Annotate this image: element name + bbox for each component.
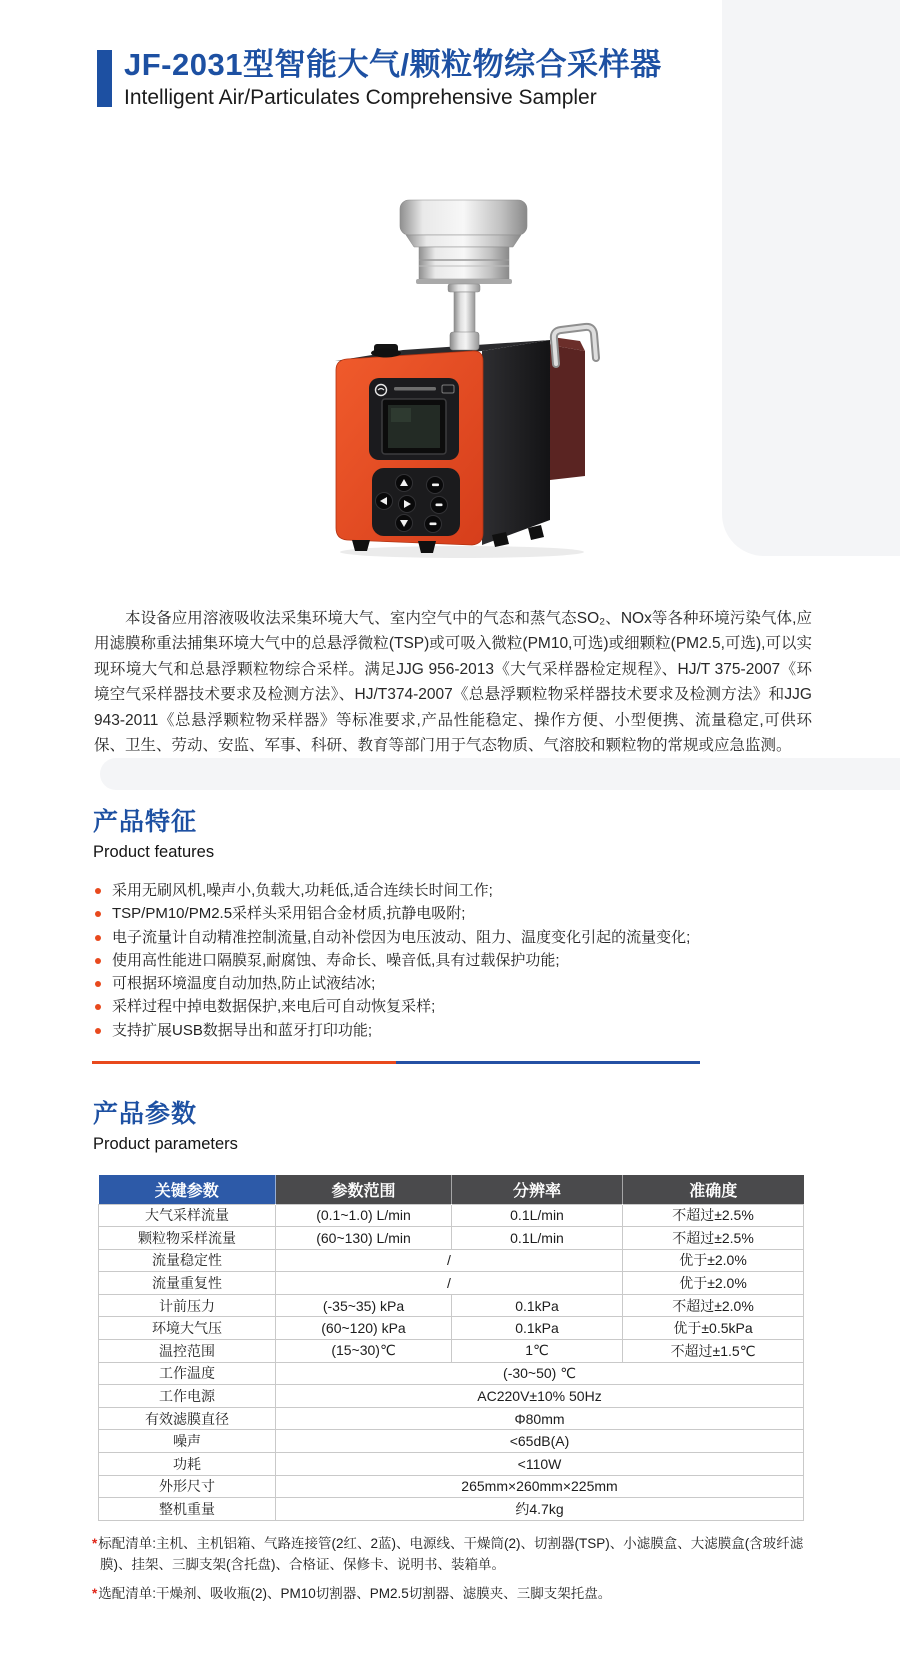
hero-background-shape [722, 0, 900, 556]
feature-item [93, 879, 813, 902]
parameter-name-cell: 计前压力 [99, 1294, 276, 1317]
parameter-value-cell: Φ80mm [276, 1407, 804, 1430]
parameter-value-cell: (-30~50) ℃ [276, 1362, 804, 1385]
table-row [99, 1385, 804, 1408]
parameter-value-cell: / [276, 1249, 623, 1272]
features-heading-zh: 产品特征 [93, 808, 198, 836]
divider-blue-segment [396, 1061, 700, 1064]
parameter-name-cell: 功耗 [99, 1453, 276, 1476]
parameters-table-head [99, 1175, 804, 1204]
column-header: 分辨率 [452, 1175, 623, 1204]
parameters-heading-en: Product parameters [93, 1135, 238, 1153]
parameter-value-cell: (60~130) L/min [276, 1227, 452, 1250]
table-row [99, 1475, 804, 1498]
feature-item [93, 972, 813, 995]
feature-text: 支持扩展USB数据导出和蓝牙打印功能; [112, 1021, 373, 1039]
parameter-name-cell: 流量稳定性 [99, 1249, 276, 1272]
feature-item [93, 995, 813, 1018]
parameters-heading-zh: 产品参数 [93, 1100, 198, 1128]
footnote [92, 1534, 818, 1575]
features-heading-en: Product features [93, 843, 215, 861]
parameter-value-cell: 0.1L/min [452, 1227, 623, 1250]
parameters-table [98, 1175, 804, 1521]
bullet-icon [95, 1004, 101, 1010]
parameter-value-cell: 0.1L/min [452, 1204, 623, 1227]
feature-item [93, 1019, 813, 1042]
bullet-icon [95, 911, 101, 917]
parameter-value-cell: 0.1kPa [452, 1294, 623, 1317]
feature-text: 采样过程中掉电数据保护,来电后可自动恢复采样; [112, 998, 436, 1016]
section-divider [92, 1061, 700, 1064]
table-row [99, 1317, 804, 1340]
parameter-name-cell: 颗粒物采样流量 [99, 1227, 276, 1250]
table-row [99, 1294, 804, 1317]
footnote [92, 1584, 818, 1605]
bullet-icon [95, 935, 101, 941]
parameter-value-cell: 1℃ [452, 1340, 623, 1363]
parameter-value-cell: / [276, 1272, 623, 1295]
parameter-value-cell: 优于±2.0% [623, 1272, 804, 1295]
footnotes [92, 1534, 818, 1605]
page-subtitle: Intelligent Air/Particulates Comprehensive Sampler [124, 86, 597, 109]
bullet-icon [95, 1028, 101, 1034]
feature-text: 采用无刷风机,噪声小,负载大,功耗低,适合连续长时间工作; [112, 882, 493, 899]
table-row [99, 1362, 804, 1385]
parameters-table-body [99, 1204, 804, 1520]
table-row [99, 1498, 804, 1521]
features-list [93, 879, 813, 1042]
feature-text: TSP/PM10/PM2.5采样头采用铝合金材质,抗静电吸附; [112, 905, 466, 923]
table-row [99, 1453, 804, 1476]
parameter-value-cell: 约4.7kg [276, 1498, 804, 1521]
table-row [99, 1430, 804, 1453]
column-header: 参数范围 [276, 1175, 452, 1204]
parameter-name-cell: 流量重复性 [99, 1272, 276, 1295]
footnote-text: 标配清单:主机、主机铝箱、气路连接管(2红、2蓝)、电源线、干燥筒(2)、切割器(TSP)、小滤膜盒、大滤膜盒(含玻纤滤膜)、挂架、三脚支架(含托盘)、合格证、保修卡、说明书、装箱单。 [98, 1536, 804, 1572]
parameter-value-cell: (15~30)℃ [276, 1340, 452, 1363]
features-section [93, 802, 813, 1042]
section-background-band [100, 758, 900, 790]
parameter-name-cell: 外形尺寸 [99, 1475, 276, 1498]
feature-text: 可根据环境温度自动加热,防止试液结冰; [112, 975, 376, 993]
parameter-value-cell: 265mm×260mm×225mm [276, 1475, 804, 1498]
column-header: 关键参数 [99, 1175, 276, 1204]
parameter-value-cell: 0.1kPa [452, 1317, 623, 1340]
asterisk-marker: * [92, 1586, 98, 1601]
bullet-icon [95, 958, 101, 964]
parameter-value-cell: <65dB(A) [276, 1430, 804, 1453]
parameter-value-cell: 不超过±2.0% [623, 1294, 804, 1317]
table-row [99, 1272, 804, 1295]
parameter-value-cell: 不超过±2.5% [623, 1204, 804, 1227]
product-image [322, 168, 602, 560]
table-row [99, 1204, 804, 1227]
page-title: JF-2031型智能大气/颗粒物综合采样器 [124, 47, 662, 82]
feature-item [93, 902, 813, 925]
parameter-name-cell: 工作温度 [99, 1362, 276, 1385]
bullet-icon [95, 888, 101, 894]
table-row [99, 1407, 804, 1430]
page-header [97, 46, 662, 110]
header-row [99, 1175, 804, 1204]
parameter-value-cell: <110W [276, 1453, 804, 1476]
feature-text: 使用高性能进口隔膜泵,耐腐蚀、寿命长、噪音低,具有过载保护功能; [112, 951, 560, 969]
parameter-name-cell: 工作电源 [99, 1385, 276, 1408]
parameter-name-cell: 有效滤膜直径 [99, 1407, 276, 1430]
parameter-value-cell: 优于±0.5kPa [623, 1317, 804, 1340]
feature-item [93, 926, 813, 949]
parameter-name-cell: 大气采样流量 [99, 1204, 276, 1227]
parameter-name-cell: 环境大气压 [99, 1317, 276, 1340]
parameter-value-cell: 不超过±2.5% [623, 1227, 804, 1250]
table-row [99, 1340, 804, 1363]
parameter-name-cell: 噪声 [99, 1430, 276, 1453]
parameter-name-cell: 温控范围 [99, 1340, 276, 1363]
parameter-value-cell: (0.1~1.0) L/min [276, 1204, 452, 1227]
column-header: 准确度 [623, 1175, 804, 1204]
table-row [99, 1249, 804, 1272]
parameter-value-cell: 优于±2.0% [623, 1249, 804, 1272]
sampler-device-illustration [322, 168, 602, 560]
footnote-text: 选配清单:干燥剂、吸收瓶(2)、PM10切割器、PM2.5切割器、滤膜夹、三脚支架托盘。 [98, 1586, 612, 1601]
product-description: 本设备应用溶液吸收法采集环境大气、室内空气中的气态和蒸气态SO₂、NOx等各种环境污染气体,应用滤膜称重法捕集环境大气中的总悬浮微粒(TSP)或可吸入微粒(PM10,可选)或细颗粒(PM2.5,可选),可以实现环境大气和总悬浮颗粒物综合采样。满足JJG 956-2013《大气采样器检定规程》、HJ/T 375-2007《环境空气采样器技术要求及检测方法》、HJ/T374-2007《总悬浮颗粒物采样器技术要求及检测方法》和JJG 943-2011《总悬浮颗粒物采样器》等标准要求,产品性能稳定、操作方便、小型便携、流量稳定,可供环保、卫生、劳动、安监、军事、科研、教育等部门用于气态物质、气溶胶和颗粒物的常规或应急监测。 [94, 610, 812, 755]
parameter-value-cell: 不超过±1.5℃ [623, 1340, 804, 1363]
feature-text: 电子流量计自动精准控制流量,自动补偿因为电压波动、阻力、温度变化引起的流量变化; [112, 928, 691, 946]
bullet-icon [95, 981, 101, 987]
title-accent-bar [97, 50, 112, 107]
parameter-value-cell: (-35~35) kPa [276, 1294, 452, 1317]
parameter-value-cell: (60~120) kPa [276, 1317, 452, 1340]
divider-orange-segment [92, 1061, 396, 1064]
table-row [99, 1227, 804, 1250]
parameters-section [93, 1094, 813, 1154]
parameter-value-cell: AC220V±10% 50Hz [276, 1385, 804, 1408]
parameter-name-cell: 整机重量 [99, 1498, 276, 1521]
asterisk-marker: * [92, 1536, 98, 1551]
feature-item [93, 949, 813, 972]
